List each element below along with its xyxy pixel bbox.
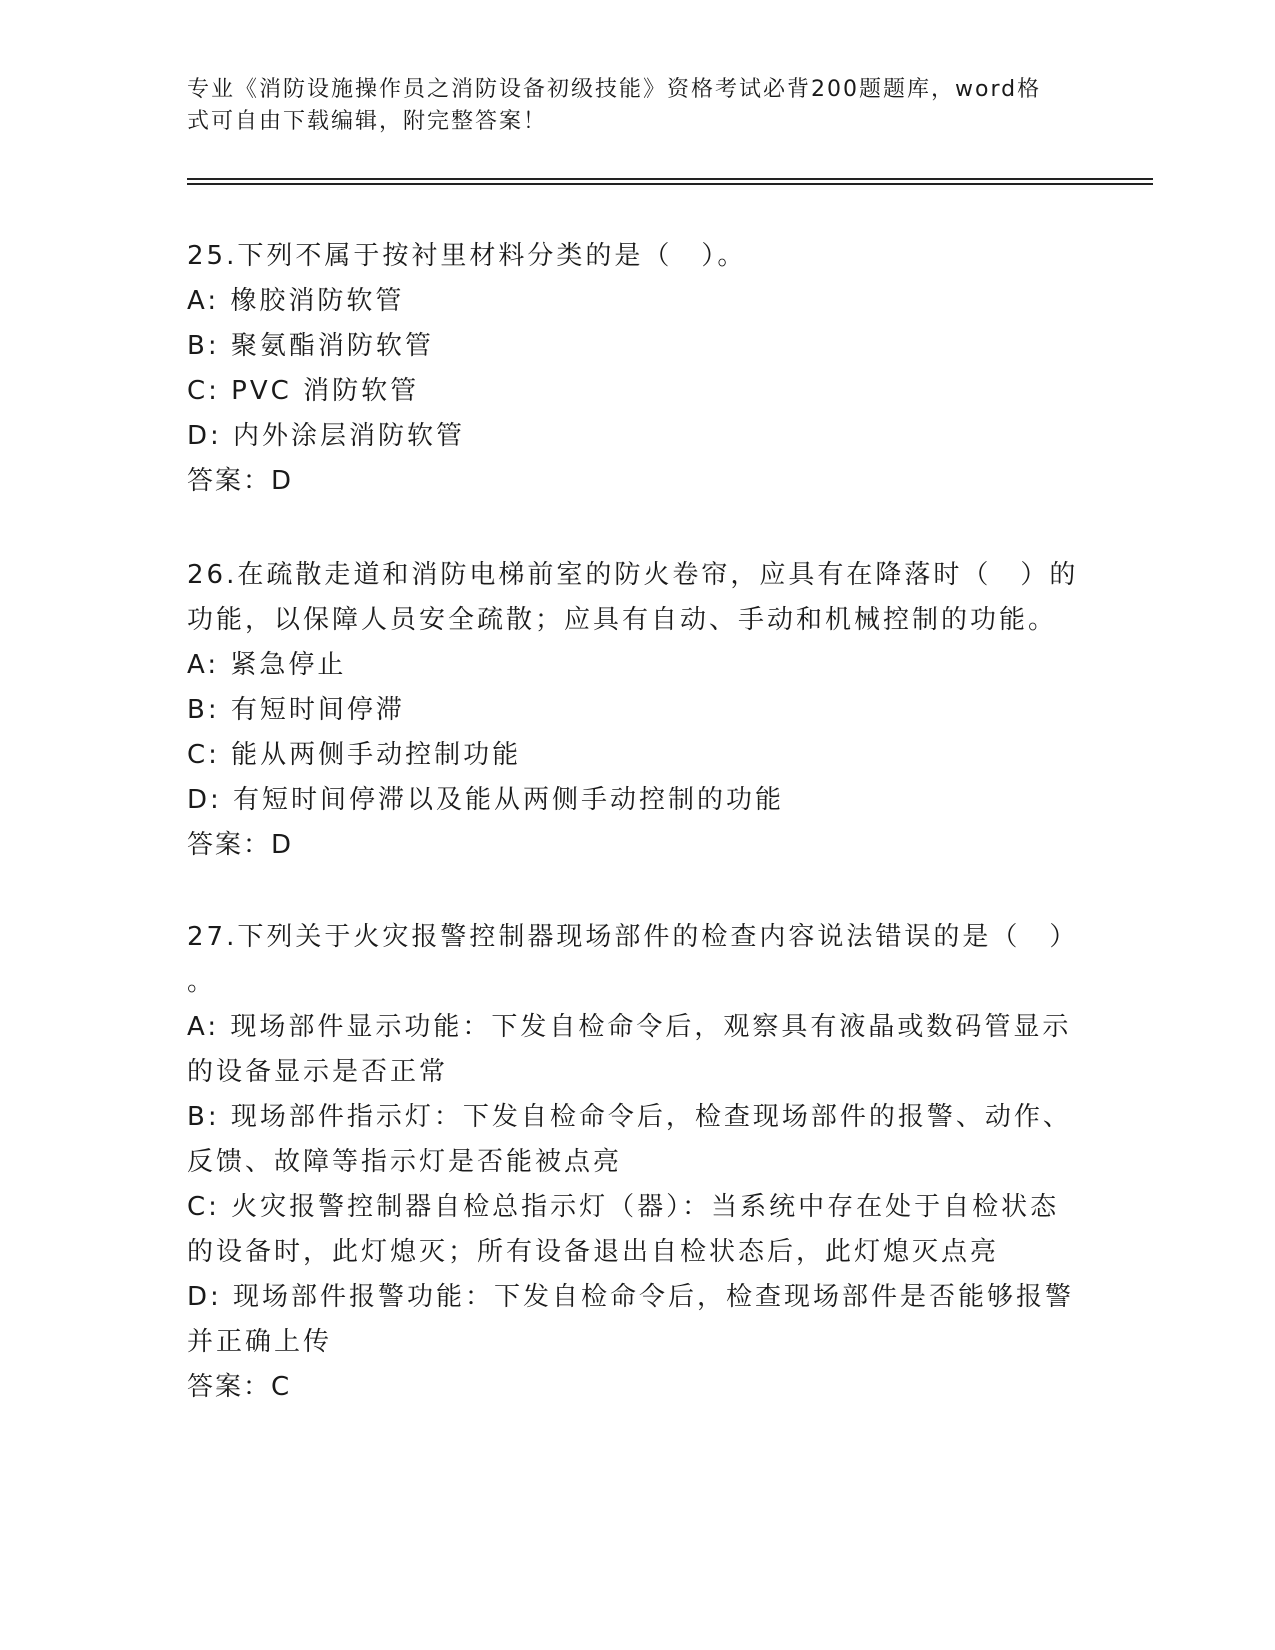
answer-label: 答案： bbox=[187, 466, 272, 496]
option-d: D: 有短时间停滞以及能从两侧手动控制的功能 bbox=[187, 785, 785, 815]
question-25 bbox=[187, 234, 1087, 504]
header-divider-top bbox=[187, 178, 1153, 180]
option-a-line-2: 的设备显示是否正常 bbox=[187, 1057, 449, 1087]
option-a: A: 紧急停止 bbox=[187, 650, 347, 680]
header-divider-bottom bbox=[187, 183, 1153, 185]
option-d-line-2: 并正确上传 bbox=[187, 1327, 333, 1357]
question-stem-line-2: 功能，以保障人员安全疏散；应具有自动、手动和机械控制的功能。 bbox=[187, 605, 1058, 635]
document-header: 专业《消防设施操作员之消防设备初级技能》资格考试必背200题题库，word格式可自由下载编辑，附完整答案！ bbox=[187, 77, 1042, 134]
question-stem-line-1: 27.下列关于火灾报警控制器现场部件的检查内容说法错误的是（ ） bbox=[187, 922, 1079, 952]
option-a-line-1: A: 现场部件显示功能：下发自检命令后，观察具有液晶或数码管显示 bbox=[187, 1012, 1072, 1042]
answer-value: D bbox=[271, 466, 293, 496]
answer-value: C bbox=[271, 1372, 291, 1402]
answer-line bbox=[187, 1365, 1087, 1410]
option-d-line-1: D: 现场部件报警功能：下发自检命令后，检查现场部件是否能够报警 bbox=[187, 1282, 1075, 1312]
option-c: C: PVC 消防软管 bbox=[187, 376, 420, 406]
option-a: A: 橡胶消防软管 bbox=[187, 286, 405, 316]
option-b: B: 有短时间停滞 bbox=[187, 695, 405, 725]
option-d: D: 内外涂层消防软管 bbox=[187, 421, 466, 451]
answer-value: D bbox=[271, 830, 293, 860]
question-27 bbox=[187, 915, 1087, 1410]
answer-line bbox=[187, 823, 1087, 868]
option-b-line-2: 反馈、故障等指示灯是否能被点亮 bbox=[187, 1147, 623, 1177]
answer-label: 答案： bbox=[187, 1372, 272, 1402]
question-stem-line-1: 26.在疏散走道和消防电梯前室的防火卷帘，应具有在降落时（ ）的 bbox=[187, 560, 1079, 590]
option-b-line-1: B: 现场部件指示灯：下发自检命令后，检查现场部件的报警、动作、 bbox=[187, 1102, 1072, 1132]
answer-label: 答案： bbox=[187, 830, 272, 860]
option-c-line-1: C: 火灾报警控制器自检总指示灯（器）：当系统中存在处于自检状态 bbox=[187, 1192, 1060, 1222]
question-26 bbox=[187, 553, 1087, 868]
option-b: B: 聚氨酯消防软管 bbox=[187, 331, 434, 361]
question-stem-line-2: 。 bbox=[187, 967, 217, 997]
option-c: C: 能从两侧手动控制功能 bbox=[187, 740, 522, 770]
question-stem: 25.下列不属于按衬里材料分类的是（ ）。 bbox=[187, 241, 747, 271]
answer-line bbox=[187, 459, 1087, 504]
option-c-line-2: 的设备时，此灯熄灭；所有设备退出自检状态后，此灯熄灭点亮 bbox=[187, 1237, 1000, 1267]
